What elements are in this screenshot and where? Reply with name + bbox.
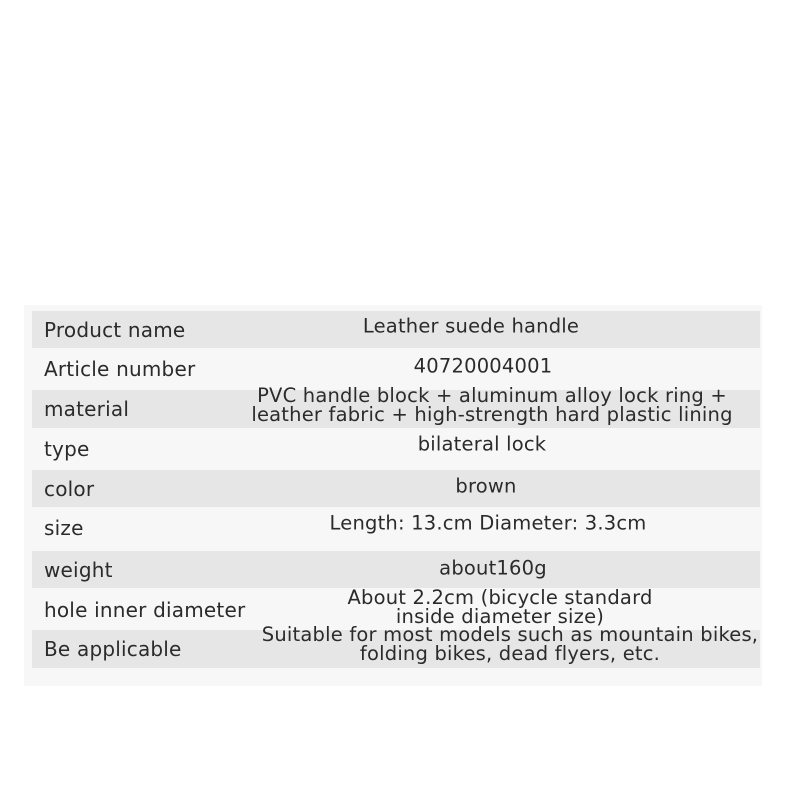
spec-value: [363, 316, 579, 335]
spec-value-line: about160g: [439, 556, 547, 579]
spec-label: Article number: [44, 357, 196, 381]
spec-row-color: [32, 470, 760, 507]
spec-value-line: bilateral lock: [417, 432, 547, 456]
spec-value: [455, 476, 516, 495]
spec-label: type: [44, 437, 90, 461]
spec-value-line: brown: [455, 474, 517, 497]
spec-value-line: 40720004001: [413, 354, 553, 378]
spec-row-article-number: [32, 350, 760, 388]
spec-label: hole inner diameter: [44, 597, 246, 622]
spec-value-line: inside diameter size): [395, 604, 605, 628]
spec-value: [251, 386, 732, 424]
spec-label: Be applicable: [44, 637, 182, 661]
spec-value-line: Suitable for most models such as mountain bikes,: [261, 623, 759, 646]
spec-value-line: Length: 13.cm Diameter: 3.3cm: [329, 511, 647, 535]
spec-row-weight: [32, 551, 760, 588]
spec-value: [439, 558, 547, 577]
spec-row-material: [32, 384, 760, 428]
spec-label: weight: [44, 557, 113, 582]
spec-value: [262, 625, 758, 663]
spec-value-line: Leather suede handle: [362, 314, 580, 337]
spec-row-product-name: [32, 311, 760, 348]
spec-value-line: folding bikes, dead flyers, etc.: [359, 642, 661, 665]
spec-value-line: PVC handle block + aluminum alloy lock ring +: [257, 384, 727, 407]
spec-row-type: [32, 430, 760, 468]
spec-value-line: leather fabric + high-strength hard plastic lining: [251, 403, 733, 426]
spec-value: [413, 354, 553, 378]
spec-label: size: [44, 516, 84, 540]
spec-value: [347, 585, 653, 628]
spec-label: material: [44, 397, 130, 421]
spec-label: color: [44, 476, 95, 501]
spec-value: [417, 432, 547, 456]
spec-value: [329, 511, 647, 535]
spec-label: Product name: [44, 317, 186, 342]
spec-row-size: [32, 509, 760, 547]
spec-row-be-applicable: [32, 623, 760, 668]
spec-table: [24, 305, 762, 686]
spec-value-line: About 2.2cm (bicycle standard: [347, 585, 653, 609]
